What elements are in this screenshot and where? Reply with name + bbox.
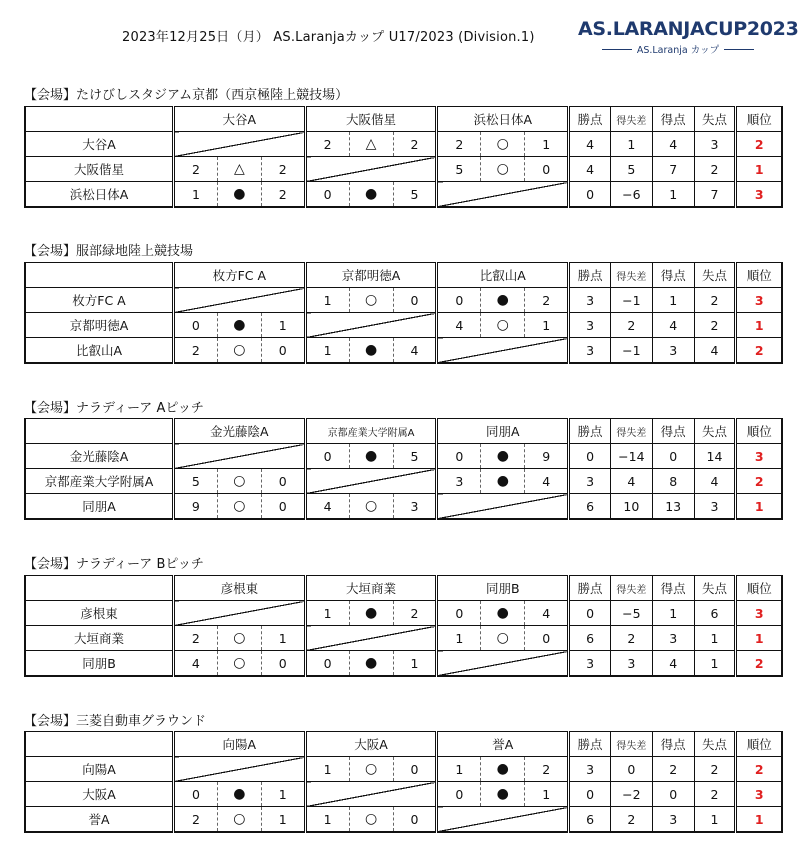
stat-diff: 2 xyxy=(610,626,652,651)
goals-for: 0 xyxy=(437,782,481,807)
stat-rank: 1 xyxy=(736,626,782,651)
team-name: 同朋B xyxy=(25,651,173,677)
draw-mark: △ xyxy=(349,132,393,157)
goals-for: 9 xyxy=(173,494,217,520)
logo-subtitle xyxy=(578,42,778,56)
goals-for: 1 xyxy=(305,807,349,833)
loss-mark: ● xyxy=(217,313,261,338)
stat-rank: 3 xyxy=(736,601,782,626)
team-name: 向陽A xyxy=(25,757,173,782)
goals-against: 4 xyxy=(393,338,437,364)
stat-ga: 4 xyxy=(694,338,736,364)
venue-label: 【会場】三菱自動車グラウンド xyxy=(24,714,207,729)
goals-against: 5 xyxy=(393,444,437,469)
team-name: 大垣商業 xyxy=(25,626,173,651)
win-mark: ○ xyxy=(349,288,393,313)
stat-gf: 3 xyxy=(652,338,694,364)
goals-against: 0 xyxy=(261,494,305,520)
stat-ga: 3 xyxy=(694,494,736,520)
stat-gf: 0 xyxy=(652,444,694,469)
team-row xyxy=(25,494,782,520)
stat-gf: 1 xyxy=(652,182,694,208)
self-match-cell xyxy=(305,469,437,494)
stat-ga: 2 xyxy=(694,157,736,182)
stat-points: 3 xyxy=(569,651,611,677)
stat-header: 勝点 xyxy=(569,107,611,132)
self-match-cell xyxy=(437,494,569,520)
stat-ga: 1 xyxy=(694,651,736,677)
team-row xyxy=(25,807,782,833)
tournament-logo xyxy=(578,18,799,56)
league-table xyxy=(24,731,783,833)
stat-header: 得失差 xyxy=(610,732,652,757)
logo-wordmark: AS.LARANJACUP2023 xyxy=(578,18,799,40)
team-name: 京都明徳A xyxy=(25,313,173,338)
self-match-cell xyxy=(305,782,437,807)
stat-header: 順位 xyxy=(736,732,782,757)
header-blank-cell xyxy=(25,732,173,757)
stat-diff: −2 xyxy=(610,782,652,807)
win-mark: ○ xyxy=(217,338,261,364)
stat-gf: 1 xyxy=(652,288,694,313)
goals-against: 0 xyxy=(525,626,569,651)
goals-against: 0 xyxy=(393,807,437,833)
goals-against: 0 xyxy=(261,469,305,494)
stat-header: 勝点 xyxy=(569,263,611,288)
stat-header: 順位 xyxy=(736,419,782,444)
goals-against: 3 xyxy=(393,494,437,520)
draw-mark: △ xyxy=(217,157,261,182)
loss-mark: ● xyxy=(481,469,525,494)
team-row xyxy=(25,157,782,182)
stat-rank: 2 xyxy=(736,132,782,157)
self-match-cell xyxy=(305,157,437,182)
stat-points: 6 xyxy=(569,807,611,833)
header-row xyxy=(25,419,782,444)
opponent-header: 大阪A xyxy=(305,732,437,757)
goals-for: 4 xyxy=(173,651,217,677)
loss-mark: ● xyxy=(481,782,525,807)
loss-mark: ● xyxy=(481,444,525,469)
stat-gf: 8 xyxy=(652,469,694,494)
header-blank-cell xyxy=(25,107,173,132)
loss-mark: ● xyxy=(349,601,393,626)
goals-for: 2 xyxy=(173,626,217,651)
stat-rank: 2 xyxy=(736,757,782,782)
opponent-header: 向陽A xyxy=(173,732,305,757)
goals-against: 2 xyxy=(393,132,437,157)
stat-gf: 13 xyxy=(652,494,694,520)
self-match-cell xyxy=(305,313,437,338)
self-match-cell xyxy=(173,288,305,313)
win-mark: ○ xyxy=(217,807,261,833)
stat-points: 4 xyxy=(569,132,611,157)
goals-against: 4 xyxy=(525,601,569,626)
header-row xyxy=(25,576,782,601)
opponent-header: 浜松日体A xyxy=(437,107,569,132)
stat-gf: 0 xyxy=(652,782,694,807)
team-name: 誉A xyxy=(25,807,173,833)
goals-for: 2 xyxy=(305,132,349,157)
team-row xyxy=(25,444,782,469)
stat-points: 6 xyxy=(569,494,611,520)
team-row xyxy=(25,182,782,208)
stat-header: 順位 xyxy=(736,576,782,601)
goals-against: 2 xyxy=(261,157,305,182)
opponent-header: 大谷A xyxy=(173,107,305,132)
goals-for: 1 xyxy=(305,338,349,364)
self-match-cell xyxy=(173,444,305,469)
venue-label: 【会場】服部緑地陸上競技場 xyxy=(24,244,194,259)
loss-mark: ● xyxy=(349,651,393,677)
stat-header: 得失差 xyxy=(610,576,652,601)
header-row xyxy=(25,107,782,132)
league-table xyxy=(24,418,783,520)
opponent-header: 比叡山A xyxy=(437,263,569,288)
goals-against: 1 xyxy=(525,313,569,338)
win-mark: ○ xyxy=(481,313,525,338)
goals-against: 0 xyxy=(393,288,437,313)
stat-ga: 2 xyxy=(694,782,736,807)
goals-for: 0 xyxy=(437,444,481,469)
stat-diff: −5 xyxy=(610,601,652,626)
stat-rank: 1 xyxy=(736,494,782,520)
stat-rank: 2 xyxy=(736,469,782,494)
self-match-cell xyxy=(437,182,569,208)
stat-ga: 7 xyxy=(694,182,736,208)
stat-gf: 3 xyxy=(652,807,694,833)
goals-against: 2 xyxy=(261,182,305,208)
loss-mark: ● xyxy=(481,288,525,313)
stat-gf: 4 xyxy=(652,651,694,677)
stat-points: 0 xyxy=(569,601,611,626)
stat-header: 得点 xyxy=(652,732,694,757)
stat-points: 3 xyxy=(569,338,611,364)
goals-for: 1 xyxy=(437,757,481,782)
goals-against: 0 xyxy=(393,757,437,782)
win-mark: ○ xyxy=(217,494,261,520)
stat-diff: 10 xyxy=(610,494,652,520)
self-match-cell xyxy=(173,601,305,626)
stat-gf: 7 xyxy=(652,157,694,182)
team-row xyxy=(25,757,782,782)
self-match-cell xyxy=(437,651,569,677)
stat-header: 失点 xyxy=(694,576,736,601)
goals-against: 4 xyxy=(525,469,569,494)
stat-rank: 2 xyxy=(736,651,782,677)
team-name: 京都産業大学附属A xyxy=(25,469,173,494)
stat-diff: 2 xyxy=(610,313,652,338)
stat-header: 得点 xyxy=(652,576,694,601)
loss-mark: ● xyxy=(349,182,393,208)
goals-against: 2 xyxy=(525,288,569,313)
goals-against: 1 xyxy=(525,782,569,807)
goals-against: 0 xyxy=(525,157,569,182)
stat-diff: 5 xyxy=(610,157,652,182)
stat-ga: 1 xyxy=(694,807,736,833)
self-match-cell xyxy=(437,338,569,364)
page-title: 2023年12月25日（月） AS.Laranjaカップ U17/2023 (Division.1) xyxy=(122,30,535,45)
team-row xyxy=(25,132,782,157)
league-table xyxy=(24,262,783,364)
loss-mark: ● xyxy=(217,182,261,208)
loss-mark: ● xyxy=(349,444,393,469)
goals-against: 2 xyxy=(393,601,437,626)
stat-header: 得失差 xyxy=(610,263,652,288)
goals-against: 1 xyxy=(525,132,569,157)
goals-against: 0 xyxy=(261,338,305,364)
venue-label: 【会場】ナラディーア Bピッチ xyxy=(24,557,204,572)
stat-diff: −14 xyxy=(610,444,652,469)
team-name: 金光藤陰A xyxy=(25,444,173,469)
stat-header: 失点 xyxy=(694,263,736,288)
stat-gf: 4 xyxy=(652,132,694,157)
league-table xyxy=(24,575,783,677)
stat-rank: 3 xyxy=(736,444,782,469)
win-mark: ○ xyxy=(481,157,525,182)
stat-gf: 2 xyxy=(652,757,694,782)
stat-diff: 2 xyxy=(610,807,652,833)
goals-for: 2 xyxy=(173,807,217,833)
team-row xyxy=(25,601,782,626)
stat-points: 0 xyxy=(569,444,611,469)
stat-rank: 1 xyxy=(736,807,782,833)
stat-points: 0 xyxy=(569,782,611,807)
stat-diff: −1 xyxy=(610,288,652,313)
goals-for: 1 xyxy=(305,757,349,782)
stat-header: 失点 xyxy=(694,732,736,757)
header-row xyxy=(25,263,782,288)
goals-for: 5 xyxy=(437,157,481,182)
team-name: 大阪A xyxy=(25,782,173,807)
team-name: 枚方FC A xyxy=(25,288,173,313)
self-match-cell xyxy=(173,132,305,157)
opponent-header: 大垣商業 xyxy=(305,576,437,601)
opponent-header: 大阪偕星 xyxy=(305,107,437,132)
stat-gf: 4 xyxy=(652,313,694,338)
team-name: 大谷A xyxy=(25,132,173,157)
goals-for: 2 xyxy=(173,157,217,182)
self-match-cell xyxy=(437,807,569,833)
header-row xyxy=(25,732,782,757)
win-mark: ○ xyxy=(349,757,393,782)
goals-for: 1 xyxy=(305,288,349,313)
team-row xyxy=(25,338,782,364)
goals-for: 4 xyxy=(437,313,481,338)
loss-mark: ● xyxy=(217,782,261,807)
opponent-header: 京都産業大学附属A xyxy=(305,419,437,444)
stat-header: 失点 xyxy=(694,107,736,132)
opponent-header: 彦根東 xyxy=(173,576,305,601)
league-table xyxy=(24,106,783,208)
goals-for: 5 xyxy=(173,469,217,494)
goals-for: 0 xyxy=(305,444,349,469)
stat-rank: 3 xyxy=(736,182,782,208)
goals-for: 0 xyxy=(173,782,217,807)
stat-header: 順位 xyxy=(736,107,782,132)
team-row xyxy=(25,313,782,338)
stat-ga: 2 xyxy=(694,757,736,782)
opponent-header: 金光藤陰A xyxy=(173,419,305,444)
win-mark: ○ xyxy=(217,469,261,494)
opponent-header: 同朋B xyxy=(437,576,569,601)
loss-mark: ● xyxy=(349,338,393,364)
loss-mark: ● xyxy=(481,601,525,626)
team-name: 浜松日体A xyxy=(25,182,173,208)
self-match-cell xyxy=(305,626,437,651)
stat-header: 勝点 xyxy=(569,732,611,757)
stat-header: 得失差 xyxy=(610,419,652,444)
venue-label: 【会場】ナラディーア Aピッチ xyxy=(24,401,204,416)
venue-label: 【会場】たけびしスタジアム京都（西京極陸上競技場） xyxy=(24,88,349,103)
goals-against: 2 xyxy=(525,757,569,782)
stat-rank: 3 xyxy=(736,782,782,807)
goals-for: 1 xyxy=(305,601,349,626)
self-match-cell xyxy=(173,757,305,782)
stat-ga: 6 xyxy=(694,601,736,626)
stat-points: 3 xyxy=(569,757,611,782)
stat-ga: 2 xyxy=(694,288,736,313)
team-name: 大阪偕星 xyxy=(25,157,173,182)
goals-for: 0 xyxy=(437,601,481,626)
goals-against: 1 xyxy=(261,626,305,651)
stat-header: 得点 xyxy=(652,419,694,444)
team-name: 彦根東 xyxy=(25,601,173,626)
stat-points: 0 xyxy=(569,182,611,208)
stat-points: 6 xyxy=(569,626,611,651)
goals-for: 0 xyxy=(437,288,481,313)
opponent-header: 誉A xyxy=(437,732,569,757)
win-mark: ○ xyxy=(481,626,525,651)
logo-subtitle-text: AS.Laranja カップ xyxy=(636,45,720,56)
win-mark: ○ xyxy=(217,626,261,651)
goals-for: 3 xyxy=(437,469,481,494)
stat-ga: 4 xyxy=(694,469,736,494)
goals-against: 0 xyxy=(261,651,305,677)
stat-points: 3 xyxy=(569,288,611,313)
stat-points: 4 xyxy=(569,157,611,182)
win-mark: ○ xyxy=(217,651,261,677)
goals-for: 2 xyxy=(173,338,217,364)
win-mark: ○ xyxy=(481,132,525,157)
opponent-header: 同朋A xyxy=(437,419,569,444)
stat-header: 得失差 xyxy=(610,107,652,132)
header-blank-cell xyxy=(25,419,173,444)
team-row xyxy=(25,288,782,313)
header-blank-cell xyxy=(25,576,173,601)
goals-for: 0 xyxy=(305,651,349,677)
goals-against: 5 xyxy=(393,182,437,208)
stat-diff: 0 xyxy=(610,757,652,782)
team-name: 比叡山A xyxy=(25,338,173,364)
stat-rank: 1 xyxy=(736,313,782,338)
stat-ga: 14 xyxy=(694,444,736,469)
stat-header: 勝点 xyxy=(569,576,611,601)
loss-mark: ● xyxy=(481,757,525,782)
stat-header: 失点 xyxy=(694,419,736,444)
goals-for: 4 xyxy=(305,494,349,520)
goals-against: 1 xyxy=(261,807,305,833)
stat-points: 3 xyxy=(569,313,611,338)
goals-against: 1 xyxy=(261,782,305,807)
stat-diff: 4 xyxy=(610,469,652,494)
stat-header: 勝点 xyxy=(569,419,611,444)
team-row xyxy=(25,469,782,494)
goals-for: 1 xyxy=(173,182,217,208)
stat-diff: 3 xyxy=(610,651,652,677)
team-row xyxy=(25,651,782,677)
stat-ga: 1 xyxy=(694,626,736,651)
goals-for: 0 xyxy=(173,313,217,338)
opponent-header: 京都明徳A xyxy=(305,263,437,288)
goals-for: 0 xyxy=(305,182,349,208)
stat-diff: −6 xyxy=(610,182,652,208)
stat-points: 3 xyxy=(569,469,611,494)
team-name: 同朋A xyxy=(25,494,173,520)
stat-gf: 3 xyxy=(652,626,694,651)
goals-against: 1 xyxy=(261,313,305,338)
goals-against: 9 xyxy=(525,444,569,469)
goals-against: 1 xyxy=(393,651,437,677)
stat-rank: 3 xyxy=(736,288,782,313)
goals-for: 2 xyxy=(437,132,481,157)
team-row xyxy=(25,782,782,807)
stat-ga: 3 xyxy=(694,132,736,157)
stat-diff: −1 xyxy=(610,338,652,364)
header-blank-cell xyxy=(25,263,173,288)
stat-rank: 2 xyxy=(736,338,782,364)
stat-header: 得点 xyxy=(652,263,694,288)
stat-header: 順位 xyxy=(736,263,782,288)
goals-for: 1 xyxy=(437,626,481,651)
opponent-header: 枚方FC A xyxy=(173,263,305,288)
stat-header: 得点 xyxy=(652,107,694,132)
win-mark: ○ xyxy=(349,494,393,520)
stat-ga: 2 xyxy=(694,313,736,338)
stat-diff: 1 xyxy=(610,132,652,157)
stat-rank: 1 xyxy=(736,157,782,182)
stat-gf: 1 xyxy=(652,601,694,626)
win-mark: ○ xyxy=(349,807,393,833)
team-row xyxy=(25,626,782,651)
